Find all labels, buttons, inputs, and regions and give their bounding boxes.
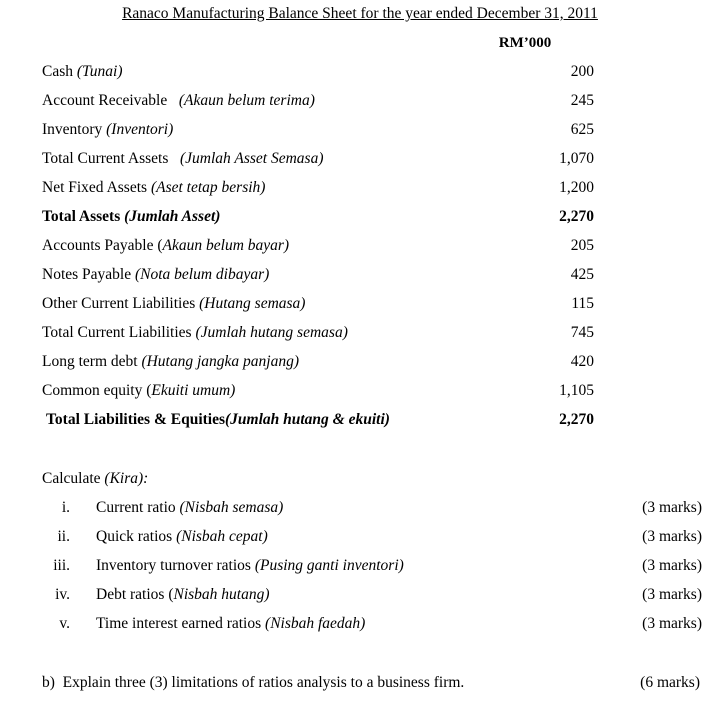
row-label: Common equity (Ekuiti umum) [42,382,236,399]
row-value: 115 [571,295,594,312]
question-text: Inventory turnover ratios (Pusing ganti inventori) [96,557,404,574]
question-item [0,615,720,637]
question-text: Current ratio (Nisbah semasa) [96,499,284,516]
row-label: Inventory (Inventori) [42,121,174,138]
part-b-marks: (6 marks) [640,674,700,691]
question-text: Quick ratios (Nisbah cepat) [96,528,268,545]
question-number: iv. [55,586,70,603]
question-text: Debt ratios (Nisbah hutang) [96,586,270,603]
calculate-heading: Calculate (Kira): [42,470,149,487]
table-row [42,63,594,85]
row-value: 420 [570,353,594,370]
row-value: 1,105 [559,382,594,399]
document-title: Ranaco Manufacturing Balance Sheet for the year ended December 31, 2011 [122,5,598,22]
table-row [42,179,594,201]
table-row [42,295,594,317]
row-label: Notes Payable (Nota belum dibayar) [42,266,270,283]
question-marks: (3 marks) [642,499,702,516]
question-number: v. [59,615,70,632]
question-item [0,557,720,579]
row-value: 1,070 [559,150,594,167]
table-row [42,324,594,346]
row-label: Total Liabilities & Equities(Jumlah hutang & ekuiti) [46,411,390,428]
row-label: Total Current Liabilities (Jumlah hutang semasa) [42,324,348,341]
question-marks: (3 marks) [642,528,702,545]
table-row [42,266,594,288]
table-row [42,208,594,230]
row-value: 745 [570,324,594,341]
row-label: Other Current Liabilities (Hutang semasa) [42,295,306,312]
part-b-text: b) Explain three (3) limitations of ratios analysis to a business firm. [42,674,465,691]
row-value: 1,200 [559,179,594,196]
question-item [0,528,720,550]
row-value: 2,270 [559,208,594,225]
table-row [42,121,594,143]
question-marks: (3 marks) [642,586,702,603]
table-row [42,353,594,375]
column-header: RM’000 [498,35,552,51]
row-label: Total Assets (Jumlah Asset) [42,208,221,225]
question-item [0,586,720,608]
question-number: i. [61,499,70,516]
question-item [0,499,720,521]
row-value: 2,270 [559,411,594,428]
row-value: 205 [570,237,594,254]
row-label: Cash (Tunai) [42,63,123,80]
row-label: Long term debt (Hutang jangka panjang) [42,353,300,370]
table-row [42,150,594,172]
row-value: 245 [570,92,594,109]
question-marks: (3 marks) [642,557,702,574]
table-row [42,92,594,114]
table-row [42,382,594,404]
row-value: 625 [570,121,594,138]
question-number: iii. [53,557,70,574]
row-label: Total Current Assets (Jumlah Asset Semasa) [42,150,324,167]
question-marks: (3 marks) [642,615,702,632]
table-row [42,237,594,259]
row-value: 200 [570,63,594,80]
row-label: Accounts Payable (Akaun belum bayar) [42,237,290,254]
row-value: 425 [570,266,594,283]
row-label: Account Receivable (Akaun belum terima) [42,92,315,109]
row-label: Net Fixed Assets (Aset tetap bersih) [42,179,266,196]
table-row [42,411,594,433]
question-number: ii. [57,528,70,545]
question-text: Time interest earned ratios (Nisbah faedah) [96,615,366,632]
